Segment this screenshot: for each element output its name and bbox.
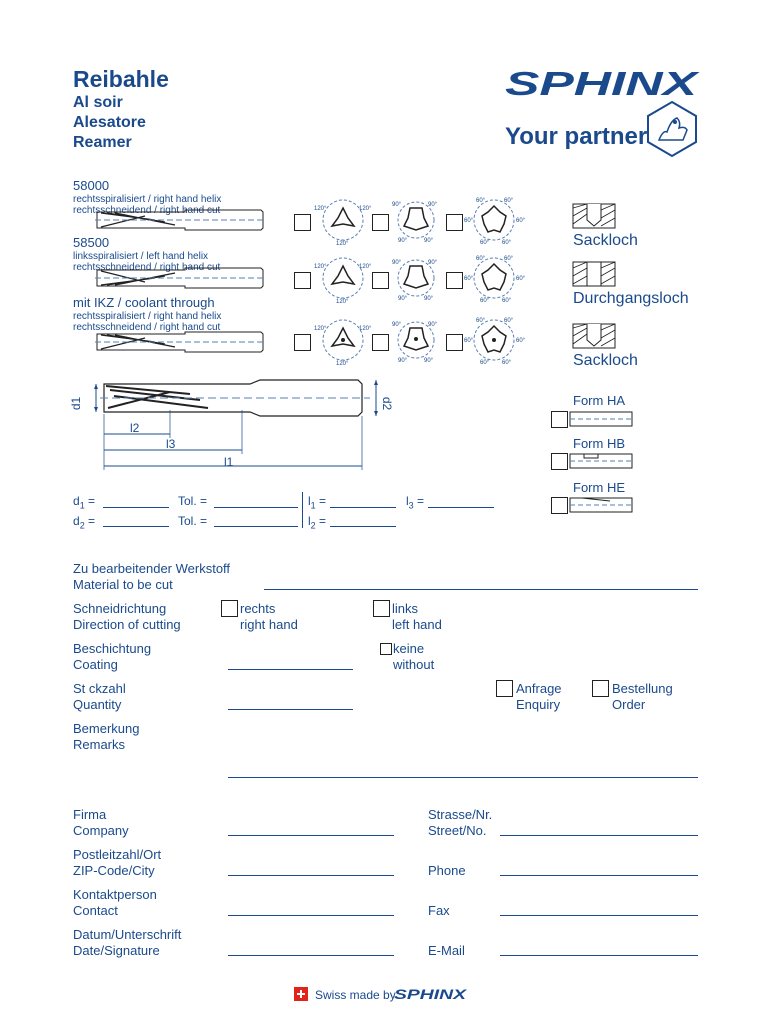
reamer-left-helix-icon [95, 266, 265, 290]
svg-text:120°: 120° [314, 206, 327, 212]
svg-text:60°: 60° [480, 298, 490, 304]
enquiry-label: Anfrage Enquiry [516, 681, 562, 712]
svg-text:90°: 90° [428, 260, 438, 266]
cross-section-3-flute-icon [314, 196, 372, 246]
footer-sphinx-logo [394, 986, 468, 1002]
svg-text:90°: 90° [424, 238, 434, 244]
svg-text:120°: 120° [359, 264, 372, 270]
svg-text:60°: 60° [464, 218, 474, 224]
subtitle-en: Reamer [73, 134, 132, 151]
zip-label: Postleitzahl/Ort ZIP-Code/City [73, 847, 162, 878]
slogan: Your partner [505, 123, 648, 150]
field-tol2-input[interactable] [214, 526, 298, 527]
svg-text:60°: 60° [480, 240, 490, 246]
field-tol2-label: Tol. = [178, 514, 208, 528]
svg-text:60°: 60° [480, 360, 490, 366]
shank-form-ha-icon [570, 411, 634, 427]
cross-section-3-flute-icon [314, 316, 372, 366]
checkbox-form-hb[interactable] [551, 453, 568, 470]
page-title: Reibahle [73, 66, 169, 92]
svg-text:90°: 90° [398, 238, 408, 244]
dim-d2-label: d2 [380, 396, 395, 411]
reamer-coolant-icon [95, 330, 265, 354]
svg-text:120°: 120° [336, 241, 349, 247]
quantity-input[interactable] [228, 709, 353, 710]
variant-helix: rechtsspiralisiert / right hand helix [73, 311, 222, 322]
variant-3 [73, 295, 303, 333]
form-ha-label: Form HA [573, 393, 625, 408]
svg-text:120°: 120° [314, 326, 327, 332]
blind-hole-icon [573, 204, 615, 230]
svg-text:SPHINX: SPHINX [394, 986, 469, 1002]
svg-text:120°: 120° [336, 361, 349, 367]
svg-text:60°: 60° [502, 360, 512, 366]
checkbox-right-hand[interactable] [221, 600, 238, 617]
left-hand-label: links left hand [392, 601, 442, 632]
svg-text:120°: 120° [359, 206, 372, 212]
svg-text:60°: 60° [476, 198, 486, 204]
svg-text:90°: 90° [398, 296, 408, 302]
cross-section-4-flute-icon [388, 316, 444, 366]
date-signature-label: Datum/Unterschrift Date/Signature [73, 927, 182, 958]
remarks-label: Bemerkung Remarks [73, 721, 140, 752]
svg-text:60°: 60° [504, 256, 514, 262]
quantity-label: St ckzahl Quantity [73, 681, 126, 712]
field-d2-input[interactable] [103, 526, 169, 527]
svg-text:90°: 90° [424, 358, 434, 364]
variant-cut: rechtsschneidend / right hand cut [73, 262, 221, 273]
dim-d1-label: d1 [69, 396, 84, 411]
svg-text:60°: 60° [464, 276, 474, 282]
variant-code: 58500 [73, 235, 110, 250]
svg-text:90°: 90° [424, 296, 434, 302]
checkbox-ikz-4flute[interactable] [372, 334, 389, 351]
shank-form-hb-icon [570, 453, 634, 469]
field-d2-label: $d_2$ = [73, 514, 96, 531]
field-l3-label: $l_3$ = [406, 494, 425, 511]
checkbox-58000-3flute[interactable] [294, 214, 311, 231]
svg-text:90°: 90° [392, 322, 402, 328]
variant-code: 58000 [73, 178, 110, 193]
field-l1-input[interactable] [330, 507, 396, 508]
dim-l2-label: l2 [130, 421, 140, 435]
street-label: Strasse/Nr. Street/No. [428, 807, 493, 838]
svg-text:90°: 90° [392, 260, 402, 266]
checkbox-58500-6flute[interactable] [446, 272, 463, 289]
hole-type-label: Sackloch [573, 352, 638, 369]
field-l2-input[interactable] [330, 526, 396, 527]
date-signature-input[interactable] [228, 955, 394, 956]
field-d1-label: $d_1$ = [73, 494, 96, 511]
cross-section-6-flute-icon [462, 252, 526, 304]
variant-helix: linksspiralisiert / left hand helix [73, 251, 209, 262]
cross-section-6-flute-icon [462, 194, 526, 246]
svg-text:90°: 90° [392, 202, 402, 208]
no-coating-label: keine without [393, 641, 435, 672]
variant-code: mit IKZ / coolant through [73, 295, 215, 310]
hole-type-label: Durchgangsloch [573, 290, 689, 307]
sphinx-emblem-icon [645, 100, 699, 158]
swiss-flag-icon [294, 987, 308, 1001]
material-label: Zu bearbeitender Werkstoff Material to be cut [73, 561, 231, 592]
checkbox-ikz-3flute[interactable] [294, 334, 311, 351]
sphinx-logo [505, 65, 701, 102]
svg-text:60°: 60° [516, 276, 526, 282]
checkbox-enquiry[interactable] [496, 680, 513, 697]
field-divider [302, 492, 303, 528]
direction-label: Schneidrichtung Direction of cutting [73, 601, 181, 632]
svg-text:60°: 60° [464, 338, 474, 344]
phone-label: Phone [428, 863, 466, 878]
reamer-dimension-drawing [70, 380, 410, 470]
coating-input[interactable] [228, 669, 353, 670]
field-tol1-label: Tol. = [178, 494, 208, 508]
reamer-right-helix-icon [95, 208, 265, 232]
hole-type-label: Sackloch [573, 232, 638, 249]
svg-text:120°: 120° [359, 326, 372, 332]
svg-text:60°: 60° [504, 198, 514, 204]
email-label: E-Mail [428, 943, 465, 958]
checkbox-left-hand[interactable] [373, 600, 390, 617]
right-hand-label: rechts right hand [240, 601, 298, 632]
fax-label: Fax [428, 903, 450, 918]
subtitle-it: Alesatore [73, 114, 146, 131]
checkbox-58000-6flute[interactable] [446, 214, 463, 231]
field-l1-label: $l_1$ = [308, 494, 327, 511]
material-input[interactable] [264, 589, 698, 590]
checkbox-form-he[interactable] [551, 497, 568, 514]
company-label: Firma Company [73, 807, 129, 838]
through-hole-icon [573, 262, 615, 288]
checkbox-58000-4flute[interactable] [372, 214, 389, 231]
coating-label: Beschichtung Coating [73, 641, 152, 672]
svg-text:120°: 120° [314, 264, 327, 270]
swiss-made-label: Swiss made by [315, 988, 396, 1002]
dim-l1-label: l1 [224, 455, 234, 469]
checkbox-58500-4flute[interactable] [372, 272, 389, 289]
field-tol1-input[interactable] [214, 507, 298, 508]
checkbox-ikz-6flute[interactable] [446, 334, 463, 351]
svg-text:60°: 60° [516, 218, 526, 224]
svg-text:90°: 90° [428, 202, 438, 208]
checkbox-no-coating[interactable] [380, 643, 392, 655]
svg-text:SPHINX: SPHINX [505, 65, 701, 102]
subtitle-fr: Al soir [73, 94, 123, 111]
cross-section-4-flute-icon [388, 196, 444, 246]
variant-cut: rechtsschneidend / right hand cut [73, 322, 221, 333]
street-input[interactable] [500, 835, 698, 836]
field-d1-input[interactable] [103, 507, 169, 508]
svg-text:120°: 120° [336, 299, 349, 305]
cross-section-4-flute-icon [388, 254, 444, 304]
email-input[interactable] [500, 955, 698, 956]
form-he-label: Form HE [573, 480, 625, 495]
order-label: Bestellung Order [612, 681, 673, 712]
field-l2-label: $l_2$ = [308, 514, 327, 531]
svg-text:90°: 90° [398, 358, 408, 364]
svg-text:60°: 60° [476, 318, 486, 324]
field-l3-input[interactable] [428, 507, 494, 508]
checkbox-58500-3flute[interactable] [294, 272, 311, 289]
shank-form-he-icon [570, 497, 634, 513]
blind-hole-icon [573, 324, 615, 350]
svg-text:60°: 60° [502, 298, 512, 304]
variant-helix: rechtsspiralisiert / right hand helix [73, 194, 222, 205]
checkbox-form-ha[interactable] [551, 411, 568, 428]
svg-text:60°: 60° [502, 240, 512, 246]
checkbox-order[interactable] [592, 680, 609, 697]
contact-input[interactable] [228, 915, 394, 916]
fax-input[interactable] [500, 915, 698, 916]
form-hb-label: Form HB [573, 436, 625, 451]
contact-label: Kontaktperson Contact [73, 887, 157, 918]
svg-text:60°: 60° [504, 318, 514, 324]
zip-input[interactable] [228, 875, 394, 876]
company-input[interactable] [228, 835, 394, 836]
dim-l3-label: l3 [166, 437, 176, 451]
variant-cut: rechtsschneidend / right hand cut [73, 205, 221, 216]
svg-text:60°: 60° [476, 256, 486, 262]
svg-text:60°: 60° [516, 338, 526, 344]
cross-section-6-flute-icon [462, 314, 526, 366]
phone-input[interactable] [500, 875, 698, 876]
remarks-input[interactable] [228, 777, 698, 778]
cross-section-3-flute-icon [314, 254, 372, 304]
svg-text:90°: 90° [428, 322, 438, 328]
